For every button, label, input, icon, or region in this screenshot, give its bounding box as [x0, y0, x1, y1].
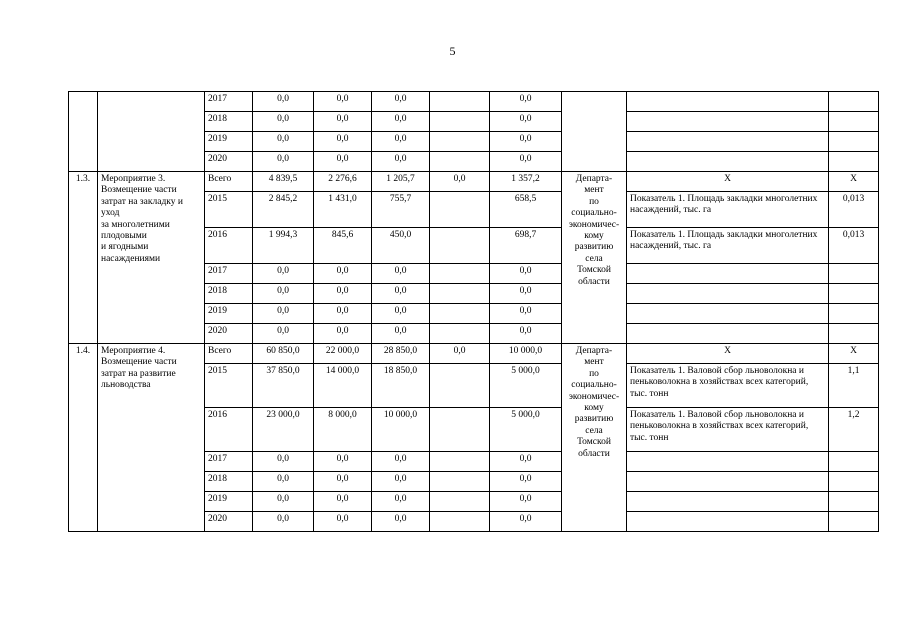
indicator-cell — [627, 512, 829, 532]
year-cell: 2018 — [205, 112, 253, 132]
local-cell — [430, 304, 490, 324]
local-cell: 0,0 — [430, 344, 490, 364]
indicator-cell — [627, 92, 829, 112]
local-cell — [430, 112, 490, 132]
year-cell: 2015 — [205, 192, 253, 228]
table-row — [69, 344, 879, 364]
federal-cell: 0,0 — [314, 472, 372, 492]
regional-cell: 0,0 — [372, 324, 430, 344]
indicator-value-cell — [829, 304, 879, 324]
offbudget-cell: 0,0 — [490, 492, 562, 512]
total-cell: 60 850,0 — [253, 344, 314, 364]
offbudget-cell: 0,0 — [490, 264, 562, 284]
indicator-cell — [627, 452, 829, 472]
activity-title-cell: Мероприятие 4. Возмещение части затрат на развитие льноводства — [98, 344, 205, 532]
local-cell — [430, 492, 490, 512]
indicator-value-cell — [829, 264, 879, 284]
local-cell — [430, 324, 490, 344]
year-cell: 2019 — [205, 132, 253, 152]
federal-cell: 0,0 — [314, 492, 372, 512]
offbudget-cell: 0,0 — [490, 112, 562, 132]
indicator-cell — [627, 112, 829, 132]
regional-cell: 0,0 — [372, 452, 430, 472]
federal-cell: 845,6 — [314, 228, 372, 264]
year-cell: 2019 — [205, 492, 253, 512]
federal-cell: 0,0 — [314, 112, 372, 132]
regional-cell: 28 850,0 — [372, 344, 430, 364]
indicator-cell: Показатель 1. Валовой сбор льноволокна и пеньковолокна в хозяйствах всех категорий, тыс. тонн — [627, 408, 829, 452]
year-cell: 2018 — [205, 284, 253, 304]
regional-cell: 0,0 — [372, 112, 430, 132]
indicator-value-cell — [829, 492, 879, 512]
offbudget-cell: 0,0 — [490, 512, 562, 532]
total-cell: 1 994,3 — [253, 228, 314, 264]
regional-cell: 10 000,0 — [372, 408, 430, 452]
regional-cell: 0,0 — [372, 492, 430, 512]
total-cell: 0,0 — [253, 92, 314, 112]
year-cell: Всего — [205, 172, 253, 192]
local-cell — [430, 472, 490, 492]
total-cell: 4 839,5 — [253, 172, 314, 192]
offbudget-cell: 5 000,0 — [490, 408, 562, 452]
indicator-cell: Показатель 1. Площадь закладки многолетних насаждений, тыс. га — [627, 192, 829, 228]
year-cell: Всего — [205, 344, 253, 364]
total-cell: 37 850,0 — [253, 364, 314, 408]
indicator-value-cell — [829, 132, 879, 152]
offbudget-cell: 698,7 — [490, 228, 562, 264]
indicator-value-cell — [829, 512, 879, 532]
year-cell: 2020 — [205, 324, 253, 344]
indicator-cell: Показатель 1. Площадь закладки многолетних насаждений, тыс. га — [627, 228, 829, 264]
indicator-value-cell — [829, 284, 879, 304]
local-cell — [430, 192, 490, 228]
year-cell: 2017 — [205, 452, 253, 472]
local-cell — [430, 264, 490, 284]
indicator-value-cell — [829, 452, 879, 472]
local-cell — [430, 452, 490, 472]
indicator-value-cell — [829, 472, 879, 492]
local-cell — [430, 92, 490, 112]
indicator-cell — [627, 284, 829, 304]
offbudget-cell: 658,5 — [490, 192, 562, 228]
total-cell: 0,0 — [253, 112, 314, 132]
indicator-cell: Х — [627, 344, 829, 364]
year-cell: 2018 — [205, 472, 253, 492]
indicator-value-cell — [829, 92, 879, 112]
total-cell: 0,0 — [253, 152, 314, 172]
regional-cell: 0,0 — [372, 284, 430, 304]
year-cell: 2015 — [205, 364, 253, 408]
table-row — [69, 172, 879, 192]
offbudget-cell: 1 357,2 — [490, 172, 562, 192]
total-cell: 0,0 — [253, 284, 314, 304]
department-cell: Департа- мент по социально- экономичес- кому развитию села Томской области — [562, 344, 627, 532]
total-cell: 2 845,2 — [253, 192, 314, 228]
regional-cell: 0,0 — [372, 132, 430, 152]
federal-cell: 0,0 — [314, 324, 372, 344]
indicator-cell — [627, 472, 829, 492]
regional-cell: 18 850,0 — [372, 364, 430, 408]
offbudget-cell: 0,0 — [490, 132, 562, 152]
federal-cell: 22 000,0 — [314, 344, 372, 364]
offbudget-cell: 0,0 — [490, 472, 562, 492]
indicator-cell: Х — [627, 172, 829, 192]
offbudget-cell: 0,0 — [490, 92, 562, 112]
local-cell — [430, 364, 490, 408]
federal-cell: 0,0 — [314, 512, 372, 532]
regional-cell: 0,0 — [372, 264, 430, 284]
offbudget-cell: 0,0 — [490, 284, 562, 304]
year-cell: 2019 — [205, 304, 253, 324]
indicator-value-cell: 1,1 — [829, 364, 879, 408]
indicator-cell — [627, 304, 829, 324]
activity-title-cell: Мероприятие 3. Возмещение части затрат на закладку и уход за многолетними плодовыми и ягодными насаждениями — [98, 172, 205, 344]
offbudget-cell: 5 000,0 — [490, 364, 562, 408]
indicator-cell — [627, 152, 829, 172]
section-number-cell: 1.4. — [69, 344, 98, 532]
program-activities-table — [68, 91, 879, 532]
section-number-cell: 1.3. — [69, 172, 98, 344]
total-cell: 0,0 — [253, 304, 314, 324]
local-cell: 0,0 — [430, 172, 490, 192]
indicator-value-cell: Х — [829, 172, 879, 192]
indicator-cell — [627, 264, 829, 284]
offbudget-cell: 0,0 — [490, 152, 562, 172]
total-cell: 0,0 — [253, 324, 314, 344]
total-cell: 0,0 — [253, 512, 314, 532]
federal-cell: 0,0 — [314, 132, 372, 152]
indicator-value-cell: 0,013 — [829, 228, 879, 264]
local-cell — [430, 284, 490, 304]
year-cell: 2020 — [205, 152, 253, 172]
federal-cell: 2 276,6 — [314, 172, 372, 192]
federal-cell: 0,0 — [314, 452, 372, 472]
year-cell: 2016 — [205, 228, 253, 264]
federal-cell: 0,0 — [314, 92, 372, 112]
year-cell: 2016 — [205, 408, 253, 452]
page-number: 5 — [449, 44, 456, 58]
federal-cell: 8 000,0 — [314, 408, 372, 452]
indicator-value-cell — [829, 152, 879, 172]
total-cell: 0,0 — [253, 452, 314, 472]
regional-cell: 1 205,7 — [372, 172, 430, 192]
indicator-value-cell — [829, 112, 879, 132]
indicator-cell — [627, 132, 829, 152]
total-cell: 0,0 — [253, 264, 314, 284]
local-cell — [430, 132, 490, 152]
indicator-value-cell: Х — [829, 344, 879, 364]
regional-cell: 450,0 — [372, 228, 430, 264]
regional-cell: 0,0 — [372, 472, 430, 492]
federal-cell: 0,0 — [314, 304, 372, 324]
section-number-cell — [69, 92, 98, 172]
local-cell — [430, 408, 490, 452]
year-cell: 2017 — [205, 92, 253, 112]
offbudget-cell: 10 000,0 — [490, 344, 562, 364]
regional-cell: 755,7 — [372, 192, 430, 228]
offbudget-cell: 0,0 — [490, 452, 562, 472]
total-cell: 0,0 — [253, 492, 314, 512]
department-cell — [562, 92, 627, 172]
indicator-cell — [627, 324, 829, 344]
total-cell: 23 000,0 — [253, 408, 314, 452]
regional-cell: 0,0 — [372, 92, 430, 112]
local-cell — [430, 152, 490, 172]
offbudget-cell: 0,0 — [490, 324, 562, 344]
local-cell — [430, 228, 490, 264]
activity-title-cell — [98, 92, 205, 172]
department-cell: Департа- мент по социально- экономичес- кому развитию села Томской области — [562, 172, 627, 344]
indicator-value-cell — [829, 324, 879, 344]
regional-cell: 0,0 — [372, 512, 430, 532]
total-cell: 0,0 — [253, 132, 314, 152]
year-cell: 2020 — [205, 512, 253, 532]
offbudget-cell: 0,0 — [490, 304, 562, 324]
federal-cell: 0,0 — [314, 284, 372, 304]
regional-cell: 0,0 — [372, 152, 430, 172]
indicator-value-cell: 0,013 — [829, 192, 879, 228]
indicator-value-cell: 1,2 — [829, 408, 879, 452]
federal-cell: 0,0 — [314, 152, 372, 172]
total-cell: 0,0 — [253, 472, 314, 492]
regional-cell: 0,0 — [372, 304, 430, 324]
federal-cell: 1 431,0 — [314, 192, 372, 228]
federal-cell: 14 000,0 — [314, 364, 372, 408]
table-row — [69, 92, 879, 112]
indicator-cell — [627, 492, 829, 512]
federal-cell: 0,0 — [314, 264, 372, 284]
year-cell: 2017 — [205, 264, 253, 284]
local-cell — [430, 512, 490, 532]
indicator-cell: Показатель 1. Валовой сбор льноволокна и пеньковолокна в хозяйствах всех категорий, тыс. тонн — [627, 364, 829, 408]
